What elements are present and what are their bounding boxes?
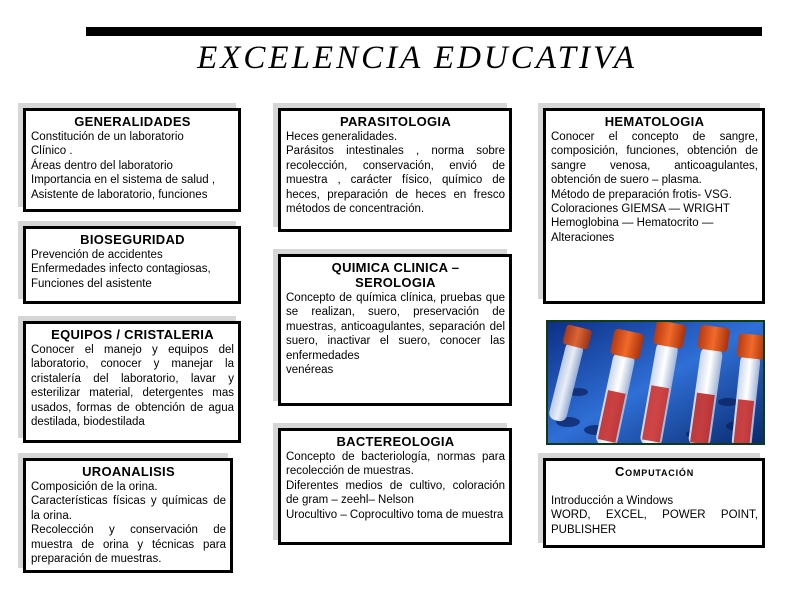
box-line: venéreas xyxy=(286,364,334,377)
box-title: GENERALIDADES xyxy=(74,114,191,129)
box-bactereologia xyxy=(278,428,512,545)
blood-tubes-photo xyxy=(546,320,765,445)
box-line: Heces generalidades. xyxy=(286,131,398,143)
box-line: Método de preparación frotis- VSG. xyxy=(551,188,732,201)
box-line: Características físicas y químicas de la orina. xyxy=(31,495,226,522)
box-parasitologia xyxy=(278,108,512,232)
box-title: HEMATOLOGIA xyxy=(604,114,705,129)
box-title: BIOSEGURIDAD xyxy=(80,232,185,247)
box-line: Concepto de química clínica, pruebas que se realizan, suero, preservación de muestras, anticoagulantes, separación del suero, inactivar el suero, conocer las enfermedades xyxy=(286,292,505,362)
box-generalidades xyxy=(23,108,241,212)
box-line: Prevención de accidentes xyxy=(31,249,163,261)
test-tubes-image xyxy=(548,322,763,443)
box-computacion xyxy=(543,458,765,548)
box-title: QUIMICA CLINICA – SEROLOGIA xyxy=(331,260,460,290)
box-line: Recolección y conservación de muestra de orina y técnicas para preparación de muestras. xyxy=(31,524,226,566)
top-bar xyxy=(86,27,762,36)
box-quimica-clinica-serologia xyxy=(278,254,512,406)
box-title: Computación xyxy=(614,464,695,479)
box-title: UROANALISIS xyxy=(82,464,175,479)
box-line: Hemoglobina — Hematocrito — xyxy=(551,217,714,230)
box-line: Asistente de laboratorio, funciones xyxy=(31,188,208,201)
box-hematologia xyxy=(543,108,765,304)
box-line: Alteraciones xyxy=(551,231,615,244)
box-bioseguridad xyxy=(23,226,241,304)
box-line: Conocer el manejo y equipos del laboratorio, conocer y manejar la cristalería del laboratorio, lavar y esterilizar material, detergentes mas usados, formas de obtención de agua destilada, biodestilada xyxy=(31,344,234,429)
page-title: EXCELENCIA EDUCATIVA xyxy=(197,40,637,76)
box-line: Urocultivo – Coprocultivo toma de muestra xyxy=(286,508,504,521)
box-line: Enfermedades infecto contagiosas, xyxy=(31,263,211,276)
box-line: Clínico . xyxy=(31,145,73,158)
box-line: Constitución de un laboratorio xyxy=(31,131,184,143)
box-equipos-cristaleria xyxy=(23,321,241,443)
box-line: Coloraciones GIEMSA — WRIGHT xyxy=(551,203,730,216)
box-line: Importancia en el sistema de salud , xyxy=(31,174,216,187)
box-line: Composición de la orina. xyxy=(31,481,158,493)
box-line: Concepto de bacteriología, normas para recolección de muestras. xyxy=(286,451,505,478)
box-line: Conocer el concepto de sangre, composición, funciones, obtención de sangre venosa, anticoagulantes, obtención de suero – plasma. xyxy=(551,131,758,187)
box-line: Áreas dentro del laboratorio xyxy=(31,159,173,172)
box-title: EQUIPOS / CRISTALERIA xyxy=(51,327,214,342)
box-uroanalisis xyxy=(23,458,233,573)
box-line: Introducción a Windows xyxy=(551,495,674,507)
box-line: Diferentes medios de cultivo, coloración de gram – zeehl– Nelson xyxy=(286,479,505,507)
box-line: Funciones del asistente xyxy=(31,277,152,290)
box-title: PARASITOLOGIA xyxy=(339,114,452,129)
box-title: BACTEREOLOGIA xyxy=(336,434,455,449)
box-line: WORD, EXCEL, POWER POINT, PUBLISHER xyxy=(551,509,758,536)
box-line: Parásitos intestinales , norma sobre recolección, conservación, envió de muestra , carácter físico, químico de heces, preparación de heces en fresco métodos de concentración. xyxy=(286,145,505,216)
